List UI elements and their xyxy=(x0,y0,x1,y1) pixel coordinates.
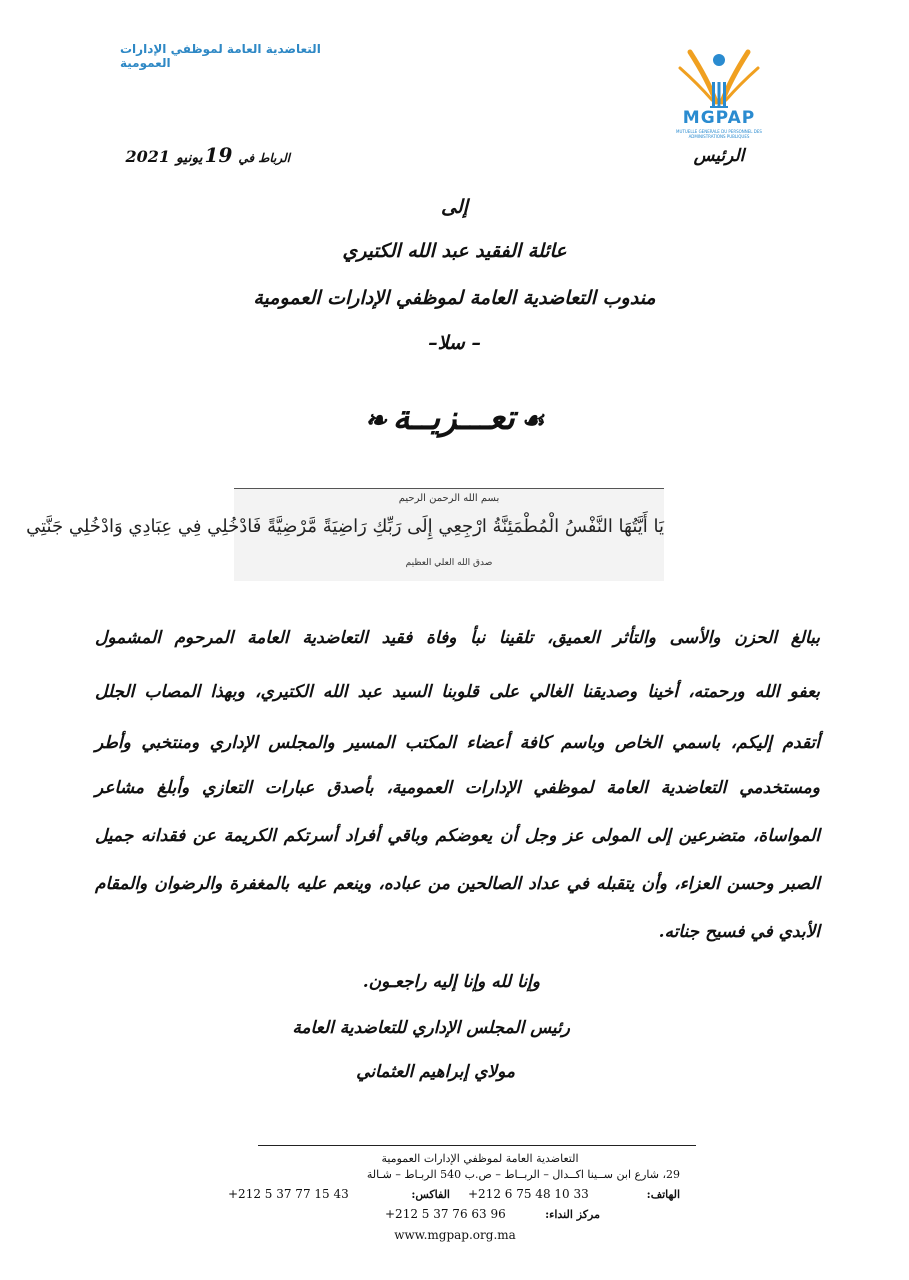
verse-bismillah: بسم الله الرحمن الرحيم xyxy=(398,493,500,504)
address-recipient: عائلة الفقيد عبد الله الكتيري xyxy=(342,240,567,262)
president-label: الرئيس xyxy=(693,146,745,166)
title-text: تعـــزيــة xyxy=(392,398,515,438)
website-link[interactable]: www.mgpap.org.ma xyxy=(394,1228,516,1242)
phone-number[interactable]: +212 6 75 48 10 33 xyxy=(468,1187,589,1201)
verse-sadaq: صدق الله العلي العظيم xyxy=(405,558,493,568)
body-line: المواساة، متضرعين إلى المولى عز وجل أن يعوضكم وباقي أفراد أسرتكم الكريمة عن فقدانه جميل xyxy=(95,826,820,846)
footer-org: التعاضدية العامة لموظفي الإدارات العمومية xyxy=(381,1152,579,1165)
body-line: أتقدم إليكم، باسمي الخاص وباسم كافة أعضاء المكتب المسير والمجلس الإداري ومنتخبي وأطر xyxy=(95,733,820,753)
body-line: بعفو الله ورحمته، أخينا وصديقنا الغالي على قلوبنا السيد عبد الله الكتيري، وبهذا المصاب الجلل xyxy=(95,682,820,702)
body-line: ومستخدمي التعاضدية العامة لموظفي الإدارات العمومية، بأصدق عبارات التعازي وأبلغ مشاعر xyxy=(95,778,820,798)
fax-number[interactable]: +212 5 37 77 15 43 xyxy=(228,1187,349,1201)
footer-divider xyxy=(258,1145,696,1146)
call-center-label: مركز النداء: xyxy=(545,1208,600,1221)
verse-text: يَا أَيَّتُهَا النَّفْسُ الْمُطْمَئِنَّةُ ارْجِعِي إِلَى رَبِّكِ رَاضِيَةً مَّرْضِيَّةً فَادْخُلِي فِي عِبَادِي وَادْخُلِي جَنَّتِي xyxy=(26,516,664,537)
fax-label: الفاكس: xyxy=(411,1188,450,1201)
date-year: 2021 xyxy=(125,147,171,166)
org-name-top: التعاضدية العامة لموظفي الإدارات العمومية xyxy=(120,42,321,70)
body-line: ببالغ الحزن والأسى والتأثر العميق، تلقينا نبأ وفاة فقيد التعاضدية العامة المرحوم المشمول xyxy=(95,628,820,648)
address-to: إلى xyxy=(441,196,468,218)
body-line: الأبدي في فسيح جناته. xyxy=(658,922,820,942)
address-role: مندوب التعاضدية العامة لموظفي الإدارات العمومية xyxy=(253,287,656,309)
date-line xyxy=(90,143,290,167)
call-center-number[interactable]: +212 5 37 76 63 96 xyxy=(385,1207,506,1221)
date-day: 19 xyxy=(204,143,233,167)
footer-address: 29، شارع ابن ســينا اكــدال – الربــاط – ص.ب 540 الربـاط – شـالة xyxy=(366,1168,680,1181)
signatory-name: مولاي إبراهيم العثماني xyxy=(356,1062,515,1082)
ornament-left: ❧ xyxy=(364,406,387,436)
date-place: الرباط في xyxy=(238,151,290,165)
date-month: يونيو xyxy=(176,150,203,166)
ornament-right: ☙ xyxy=(520,406,545,436)
phone-label: الهاتف: xyxy=(646,1188,680,1201)
document-title xyxy=(0,398,909,438)
logo-subtitle: MUTUELLE GENERALE DU PERSONNEL DES ADMINISTRATIONS PUBLIQUES xyxy=(676,129,762,139)
body-line: الصبر وحسن العزاء، وأن يتقبله في عداد الصالحين من عباده، وينعم عليه بالمغفرة والرضوان والمقام xyxy=(95,874,820,894)
logo-text: MGPAP xyxy=(682,108,756,128)
address-city: – سلا– xyxy=(428,332,481,354)
closing-line: وإنا لله وإنا إليه راجعـون. xyxy=(362,972,540,992)
signatory-title: رئيس المجلس الإداري للتعاضدية العامة xyxy=(292,1018,570,1038)
